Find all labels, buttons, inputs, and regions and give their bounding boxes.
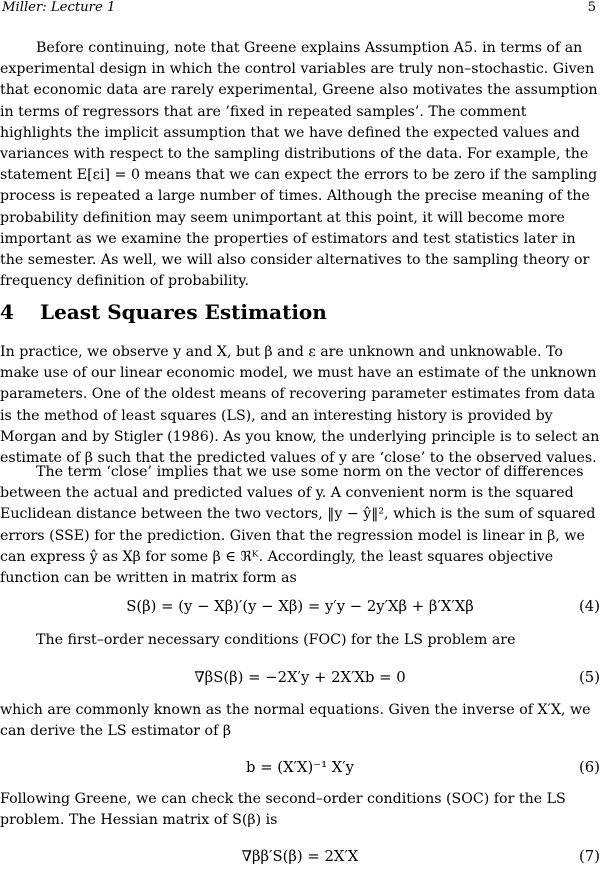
running-title: Miller: Lecture 1 [2, 0, 116, 15]
paragraph-foc: The first–order necessary conditions (FOC) for the LS problem are [36, 632, 516, 648]
paragraph-norm: The term ‘close’ implies that we use some norm on the vector of differences between the actual and predicted values of y. A convenient norm is the squared Euclidean distance between the two vectors, ‖y − ŷ‖², which is the sum of squared errors (SSE) for the prediction. Given that the regression model is linear in β, we can express ŷ as Xβ for some β ∈ ℜᴷ. Accordingly, the least squares objective function can be written in matrix form as [0, 464, 596, 587]
equation-expression: S(β) = (y − Xβ)′(y − Xβ) = y′y − 2y′Xβ + β′X′Xβ [126, 598, 474, 615]
page-number: 5 [587, 0, 596, 15]
equation-5 [0, 667, 600, 689]
paragraph-normal-equations: which are commonly known as the normal equations. Given the inverse of X′X, we can derive the LS estimator of β [0, 702, 591, 740]
equation-expression: ∇ββ′S(β) = 2X′X [241, 848, 359, 865]
equation-expression: b = (X′X)⁻¹ X′y [246, 759, 354, 776]
equation-4 [0, 596, 600, 618]
equation-number: (5) [579, 669, 600, 686]
equation-number: (7) [579, 848, 600, 865]
paragraph-least-squares-intro: In practice, we observe y and X, but β and ε are unknown and unknowable. To make use of our linear economic model, we must have an estimate of the unknown parameters. One of the oldest means of recovering parameter estimates from data is the method of least squares (LS), and an interesting history is provided by Morgan and by Stigler (1986). As you know, the underlying principle is to select an estimate of β such that the predicted values of y are ‘close’ to the observed values. [0, 344, 600, 467]
equation-number: (4) [579, 598, 600, 615]
equation-expression: ∇βS(β) = −2X′y + 2X′Xb = 0 [194, 669, 406, 686]
running-header [2, 0, 596, 16]
section-title: Least Squares Estimation [40, 300, 327, 324]
paragraph-soc: Following Greene, we can check the second–order conditions (SOC) for the LS problem. The Hessian matrix of S(β) is [0, 791, 566, 829]
paragraph-assumption-a5: Before continuing, note that Greene explains Assumption A5. in terms of an experimental design in which the control variables are truly non–stochastic. Given that economic data are rarely experimental, Greene also motivates the assumption in terms of regressors that are ’fixed in repeated samples’. The comment highlights the implicit assumption that we have defined the expected values and variances with respect to the sampling distributions of the data. For example, the statement E[εi] = 0 means that we can expect the errors to be zero if the sampling process is repeated a large number of times. Although the precise meaning of the probability definition may seem unimportant at this point, it will become more important as we examine the properties of estimators and test statistics later in the semester. As well, we will also consider alternatives to the sampling theory or frequency definition of probability. [0, 40, 598, 290]
section-number: 4 [0, 300, 14, 324]
equation-number: (6) [579, 759, 600, 776]
equation-7 [0, 846, 600, 868]
equation-6 [0, 757, 600, 779]
section-heading [0, 299, 600, 325]
